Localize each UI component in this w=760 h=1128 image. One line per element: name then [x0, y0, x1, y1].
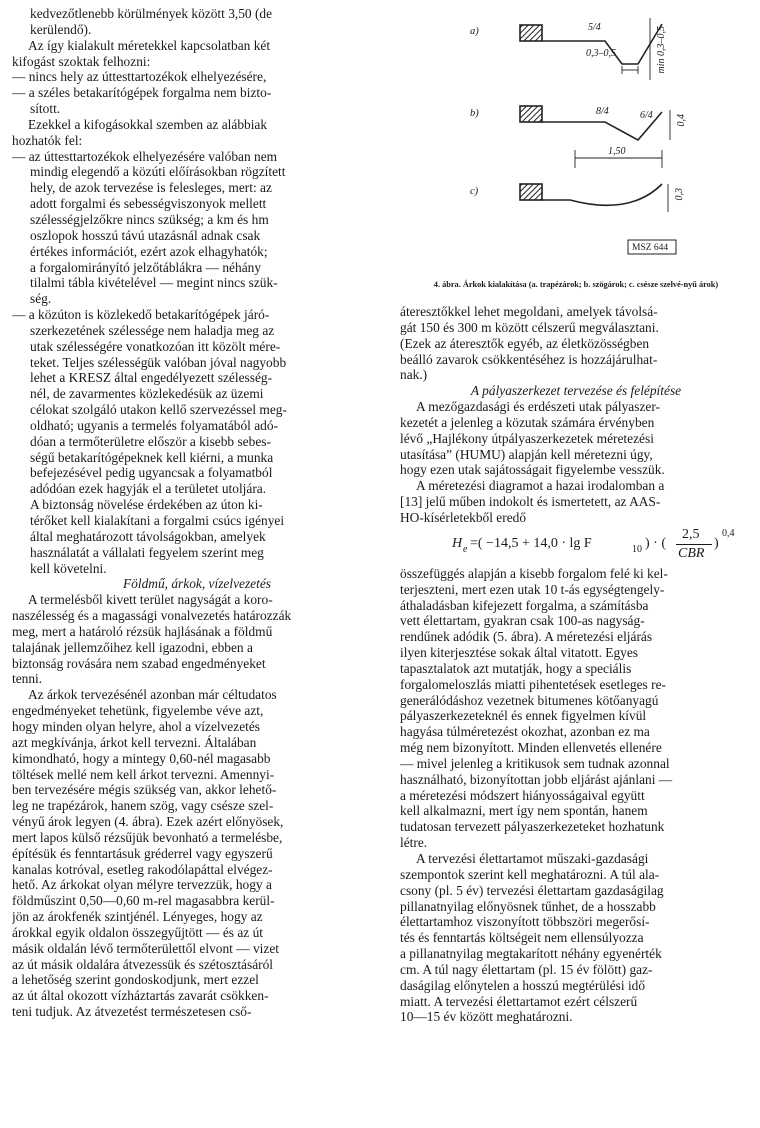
left-line: azt megkívánja, árkot kell tervezni. Általában — [12, 734, 257, 750]
left-line: sított. — [30, 101, 61, 117]
right-top-text — [400, 304, 752, 526]
pavement-block-b — [520, 106, 542, 122]
rbottom-line: forgalomeloszlás miatti pihentetések esetleges re- — [400, 676, 666, 692]
dim-b-slope-left: 8/4 — [596, 106, 609, 117]
dim-a-depth: min 0,3–0,5 — [656, 26, 667, 74]
rbottom-line: a méretezési módszert hiányosságaival együtt — [400, 787, 645, 803]
rtop-line: gát 150 és 300 m között célszerű megválasztani. — [400, 319, 659, 335]
left-line: ség. — [30, 291, 52, 307]
formula-sub10: 10 — [632, 543, 642, 555]
left-line: hető. Az árkokat olyan mélyre tervezzük, hogy a — [12, 877, 272, 893]
pavement-block-c — [520, 184, 542, 200]
left-line: jön az árokfenék szintjénél. Lényeges, hogy az — [12, 909, 263, 925]
rtop-line: áteresztőkkel lehet megoldani, amelyek távolsá- — [400, 304, 658, 319]
left-line: tilalmi tábla kivételével — megint nincs szük- — [30, 275, 278, 291]
left-line: építésük és fenntartásuk gréderrel vagy egyszerű — [12, 845, 273, 861]
formula — [400, 526, 752, 566]
rtop-line: (Ezek az áteresztők egyéb, az életközösségben — [400, 335, 650, 351]
left-line: hozhatók fel: — [12, 132, 83, 148]
left-line: szélességjelzőkre nincs szükség; a km és hm — [30, 211, 269, 227]
left-line: kimondható, hogy a mintegy 0,60-nél magasabb — [12, 750, 271, 766]
formula-close: ) · ( — [645, 535, 666, 551]
left-line: szerkezetének szélessége nem haladja meg az — [30, 322, 275, 338]
rbottom-line: vett élettartam, gyakran csak 100-as nagyság- — [400, 613, 645, 629]
left-line: biztonság rovására nem szabad engedményeket — [12, 655, 266, 671]
left-line: dóan a termőterületre először a kisebb sebes- — [30, 433, 271, 449]
left-line: kedvezőtlenebb körülmények között 3,50 (de — [30, 6, 273, 21]
left-line: Az így kialakult méretekkel kapcsolatban két — [28, 37, 271, 53]
rbottom-line: rendűnek adódik (5. ábra). A méretezési eljárás — [400, 629, 653, 645]
left-line: — az úttesttartozékok elhelyezésére valóban nem — [12, 148, 278, 164]
rtop-line: hogy ezen utak sajátosságait figyelembe vesszük. — [400, 462, 665, 478]
rbottom-line: terjeszteni, mert ezen utak 10 t-ás egységtengely- — [400, 581, 665, 597]
left-line: teket. Teljes szélességük valóban jóval nagyobb — [30, 354, 287, 370]
left-line: hely, de azok tervezése is felesleges, mert: az — [30, 180, 272, 196]
left-line: teni tudjuk. Az átvezetést természetesen cső- — [12, 1004, 252, 1020]
formula-lhs-sub: e — [463, 543, 468, 555]
left-line: értékes információt, ezért azok elhagyhatók; — [30, 243, 268, 259]
dim-b-slope-right: 6/4 — [640, 110, 653, 121]
left-line: a forgalomirányító jelzőtáblákra — néhány — [30, 259, 262, 275]
figure-ditch-profiles — [400, 0, 752, 280]
rbottom-line: tudatosan tervezett pályaszerkezeteket hozhatunk — [400, 819, 665, 835]
rbottom-line: cm. A túl nagy élettartam (pl. 15 év fölött) gaz- — [400, 961, 653, 977]
formula-fraction-bar — [676, 544, 712, 545]
rbottom-line: pillanatnyilag előnyösnek tűnhet, de a hosszabb — [400, 898, 656, 914]
rbottom-line: összefüggés alapján a kisebb forgalom felé ki kel- — [400, 565, 668, 581]
left-line: térőket kell kialakítani a forgalmi csúcs igényei — [30, 513, 285, 528]
figure-label-a: a) — [470, 26, 479, 37]
left-line: Az árkok tervezésénél azonban már céltudatos — [28, 687, 277, 703]
left-line: engedményeket tehetünk, figyelembe véve azt, — [12, 703, 264, 719]
rtop-line: [13] jelű műben indokolt és ismertetett, az AAS- — [400, 494, 661, 510]
dim-b-depth: 0,4 — [676, 114, 687, 127]
left-line: — a széles betakarítógépek forgalma nem bizto- — [12, 85, 272, 101]
rbottom-line: áthaladásban kifejezett forgalma, a számításba — [400, 597, 649, 613]
left-line: kifogást szoktak felhozni: — [12, 53, 151, 69]
pavement-block-a — [520, 25, 542, 41]
rbottom-line: élettartamhoz viszonyított többszöri megerősí- — [400, 914, 650, 930]
ditch-profiles-drawing — [400, 0, 752, 280]
left-line: nél, de zavarmentes közlekedésük az üzemi — [30, 386, 264, 402]
rbottom-line: daságilag előnytelen a hosszú megtérülési idő — [400, 977, 646, 993]
figure-caption: 4. ábra. Árkok kialakítása (a. trapézárok; b. szögárok; c. csésze szelvé-nyű árok) — [433, 280, 719, 289]
left-line: által meghatározott távolságokban, amelyek — [30, 528, 266, 544]
rtop-line: lévő „Hajlékony útpályaszerkezetek méretezési — [400, 430, 654, 446]
rbottom-line: csony (pl. 5 év) tervezési élettartam gazdaságilag — [400, 882, 664, 898]
left-line: oszlopok hosszú távú utazásnál adnak csak — [30, 227, 261, 243]
formula-middle: =( −14,5 + 14,0 · lg F — [470, 535, 592, 551]
rbottom-line: miatt. A tervezési élettartamot ezért célszerű — [400, 993, 638, 1009]
figure-label-b: b) — [470, 108, 479, 119]
left-line: hogy minden olyan helyre, ahol a vízelvezetés — [12, 718, 261, 734]
left-line: a lehetőség szerint gondoskodjunk, mert ezzel — [12, 972, 259, 988]
left-line: A biztonság növelése érdekében az úton ki- — [30, 497, 263, 513]
rbottom-line: a pillanatnyilag megtakarított néhány egyenérték — [400, 946, 662, 962]
left-line: árokkal egyik oldalon összegyűjtött — és az út — [12, 924, 264, 940]
left-line: A termelésből kivett terület nagyságát a koro- — [28, 592, 273, 608]
left-line: kell követelni. — [30, 560, 107, 576]
left-line: befejezésével pedig ugyancsak a folyamatból — [30, 465, 273, 481]
formula-lhs: H — [452, 535, 463, 551]
left-line: Földmű, árkok, vízelvezetés — [123, 576, 271, 592]
right-bottom-text — [400, 566, 752, 1025]
dim-a-bottom: 0,3–0,5 — [586, 48, 616, 59]
rbottom-line: használható, bizonyítottan jobb eljárást ajánlani — — [400, 771, 673, 787]
rbottom-line: pályaszerkezeteknél és ennek figyelmen kívül — [400, 708, 647, 724]
left-line: az út másik oldalára átvezessük és szétosztásáról — [12, 956, 274, 972]
formula-exponent: 0,4 — [722, 527, 735, 539]
rbottom-line: még nem bizonyított. Minden ellenvetés ellenére — [400, 740, 662, 756]
left-line: kerülendő). — [30, 21, 92, 37]
left-line: másik oldalán lévő termőterülettől elvont — vizet — [12, 940, 279, 956]
left-line: használatát a vállalati fegyelem szerint meg — [30, 544, 264, 560]
left-line: adódóan ezek hagyják el a területet utoljára. — [30, 481, 267, 497]
rtop-line: HO-kísérletekből eredő — [400, 509, 527, 525]
left-line: — a közúton is közlekedő betakarítógépek járó- — [12, 307, 270, 323]
left-line: Ezekkel a kifogásokkal szemben az alábbiak — [28, 116, 268, 132]
dim-a-slope: 5/4 — [588, 22, 601, 33]
left-line: kanalas kotróval, esetleg rakodólapáttal elvégez- — [12, 861, 273, 877]
left-line: vényű árok legyen (4. ábra). Ezek azért előnyösek, — [12, 814, 284, 830]
left-line: tenni. — [12, 671, 43, 687]
rtop-line: utasítása” (HUMU) alapján kell méretezni úgy, — [400, 446, 653, 462]
left-line: ben tervezésére mégis szükség van, akkor lehető- — [12, 782, 277, 798]
rbottom-line: ilyen kiterjesztése sokak által vitatott. Egyes — [400, 645, 638, 661]
left-line: mindig elegendő a közúti előírásokban rögzített — [30, 164, 286, 180]
left-line: leg ne trapézárok, hanem szög, vagy csésze szel- — [12, 798, 274, 814]
rbottom-line: kell alkalmazni, mert így nem spontán, hanem — [400, 803, 648, 819]
rtop-line: A méretezési diagramot a hazai irodalomban a — [416, 478, 665, 494]
left-line: földműszint 0,50—0,60 m-rel magasabbra kerül- — [12, 893, 275, 909]
rtop-line: nak.) — [400, 367, 428, 383]
figure-label-c: c) — [470, 186, 479, 197]
rtop-line: A pályaszerkezet tervezése és felépítése — [470, 383, 682, 399]
rtop-line: A mezőgazdasági és erdészeti utak pályaszer- — [416, 399, 660, 415]
stamp-text: MSZ 644 — [632, 243, 669, 253]
rbottom-line: létre. — [400, 835, 428, 851]
left-line: oldható; ugyanis a termelés folyamatából adó- — [30, 417, 279, 433]
right-column — [400, 0, 752, 1025]
rbottom-line: generálódáshoz vezetnek bitumenes kötőanyagú — [400, 692, 659, 708]
formula-close2: ) — [714, 535, 719, 551]
ditch-c-profile — [542, 184, 662, 205]
rtop-line: kezetét a jelenleg a közutak számára érvényben — [400, 414, 655, 430]
left-line: az út által okozott vízháztartás zavarát csökken- — [12, 988, 269, 1004]
left-line: adott forgalmi és sebességviszonyok mellett — [30, 196, 267, 212]
left-line: lehet a KRESZ által engedélyezett szélesség- — [30, 370, 273, 386]
left-line: mert lapos külső rézsűjük bevonható a termelésbe, — [12, 829, 283, 845]
left-line: meg, mert a határoló rézsük hajlásának a földmű — [12, 623, 273, 639]
left-column — [12, 6, 382, 1020]
rbottom-line: 10—15 év között meghatározni. — [400, 1009, 573, 1025]
dim-c-depth: 0,3 — [674, 188, 685, 201]
left-line: naszélesség és a magassági vonalvezetés határozzák — [12, 608, 292, 624]
formula-numerator: 2,5 — [682, 526, 700, 542]
left-line: célokat szolgáló utakon kellő szervezéssel meg- — [30, 402, 287, 418]
rbottom-line: A tervezési élettartamot műszaki-gazdasági — [416, 851, 649, 866]
rtop-line: beálló zavarok csökkentéséhez is hozzájárulhat- — [400, 351, 658, 367]
left-line: talajának jellemzőihez kell igazodni, ebben a — [12, 639, 253, 655]
left-line: — nincs hely az úttesttartozékok elhelyezésére, — [12, 69, 267, 85]
rbottom-line: tapasztalatok azt mutatják, hogy a speciális — [400, 660, 632, 676]
rbottom-line: — mivel jelenleg a kritikusok sem tudnak azonnal — [400, 755, 670, 771]
rbottom-line: szempontok szerint kell meghatározni. A túl ala- — [400, 866, 660, 882]
left-line: utak szélességére vonatkozóan itt közölt mére- — [30, 338, 281, 354]
left-line: ségű betakarítógépeknek kell kiérni, a munka — [30, 449, 274, 465]
rbottom-line: hagyása túlméretezést okozhat, azonban ez ma — [400, 724, 650, 740]
dim-b-width: 1,50 — [608, 146, 626, 157]
formula-denominator: CBR — [678, 545, 705, 561]
rbottom-line: tés és fenntartás költségeit nem ellensúlyozza — [400, 930, 644, 946]
left-line: töltések mellé nem kell árkot tervezni. Amennyi- — [12, 766, 275, 782]
